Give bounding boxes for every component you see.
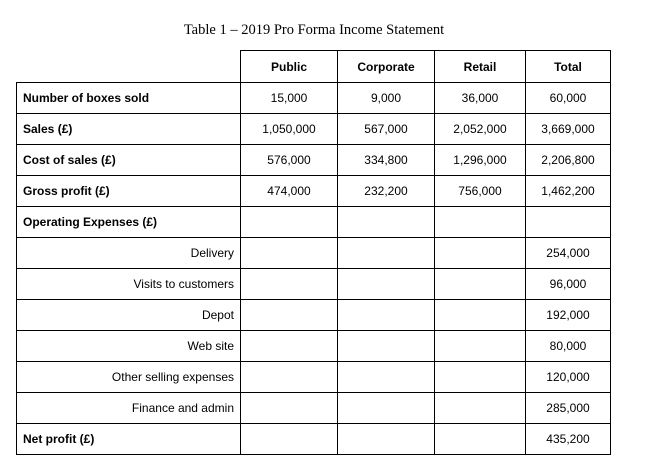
cell-public <box>241 362 338 393</box>
table-row <box>17 393 611 424</box>
cell-public <box>241 238 338 269</box>
column-header-total: Total <box>526 51 611 83</box>
cell-retail <box>435 362 526 393</box>
cell-total: 96,000 <box>526 269 611 300</box>
row-label: Number of boxes sold <box>17 83 241 114</box>
cell-total: 285,000 <box>526 393 611 424</box>
cell-public <box>241 207 338 238</box>
table-row <box>17 114 611 145</box>
cell-total: 2,206,800 <box>526 145 611 176</box>
cell-corporate <box>338 393 435 424</box>
cell-total: 120,000 <box>526 362 611 393</box>
cell-retail <box>435 238 526 269</box>
row-label: Web site <box>17 331 241 362</box>
cell-corporate: 567,000 <box>338 114 435 145</box>
row-label: Delivery <box>17 238 241 269</box>
cell-total: 254,000 <box>526 238 611 269</box>
cell-retail <box>435 207 526 238</box>
cell-total: 1,462,200 <box>526 176 611 207</box>
cell-public <box>241 393 338 424</box>
cell-total: 192,000 <box>526 300 611 331</box>
cell-total: 3,669,000 <box>526 114 611 145</box>
cell-public: 1,050,000 <box>241 114 338 145</box>
row-label: Gross profit (£) <box>17 176 241 207</box>
cell-public <box>241 424 338 455</box>
table-row <box>17 176 611 207</box>
table-row <box>17 145 611 176</box>
header-row <box>17 51 611 83</box>
cell-corporate: 232,200 <box>338 176 435 207</box>
table-row <box>17 269 611 300</box>
cell-corporate <box>338 331 435 362</box>
cell-corporate <box>338 207 435 238</box>
cell-retail: 756,000 <box>435 176 526 207</box>
cell-retail <box>435 331 526 362</box>
cell-corporate: 334,800 <box>338 145 435 176</box>
cell-retail: 36,000 <box>435 83 526 114</box>
table-row <box>17 207 611 238</box>
cell-retail: 2,052,000 <box>435 114 526 145</box>
table-caption: Table 1 – 2019 Pro Forma Income Statement <box>183 22 445 38</box>
cell-public: 576,000 <box>241 145 338 176</box>
column-header-corporate: Corporate <box>338 51 435 83</box>
row-label: Cost of sales (£) <box>17 145 241 176</box>
cell-retail <box>435 300 526 331</box>
row-label: Finance and admin <box>17 393 241 424</box>
cell-public: 474,000 <box>241 176 338 207</box>
cell-corporate <box>338 300 435 331</box>
table-row <box>17 83 611 114</box>
row-label: Net profit (£) <box>17 424 241 455</box>
cell-total: 435,200 <box>526 424 611 455</box>
cell-public <box>241 331 338 362</box>
table-row <box>17 238 611 269</box>
cell-retail <box>435 393 526 424</box>
row-label: Operating Expenses (£) <box>17 207 241 238</box>
table-row <box>17 424 611 455</box>
cell-total: 60,000 <box>526 83 611 114</box>
cell-corporate <box>338 238 435 269</box>
row-label: Visits to customers <box>17 269 241 300</box>
cell-corporate <box>338 362 435 393</box>
cell-corporate <box>338 424 435 455</box>
cell-corporate <box>338 269 435 300</box>
row-label: Other selling expenses <box>17 362 241 393</box>
table-row <box>17 362 611 393</box>
cell-total <box>526 207 611 238</box>
table-row <box>17 300 611 331</box>
income-statement-table <box>16 50 611 455</box>
column-header-retail: Retail <box>435 51 526 83</box>
row-label: Depot <box>17 300 241 331</box>
column-header-public: Public <box>241 51 338 83</box>
cell-retail: 1,296,000 <box>435 145 526 176</box>
cell-corporate: 9,000 <box>338 83 435 114</box>
cell-total: 80,000 <box>526 331 611 362</box>
cell-public: 15,000 <box>241 83 338 114</box>
cell-public <box>241 300 338 331</box>
cell-public <box>241 269 338 300</box>
row-label: Sales (£) <box>17 114 241 145</box>
table-row <box>17 331 611 362</box>
cell-retail <box>435 424 526 455</box>
cell-retail <box>435 269 526 300</box>
corner-cell <box>17 51 241 83</box>
